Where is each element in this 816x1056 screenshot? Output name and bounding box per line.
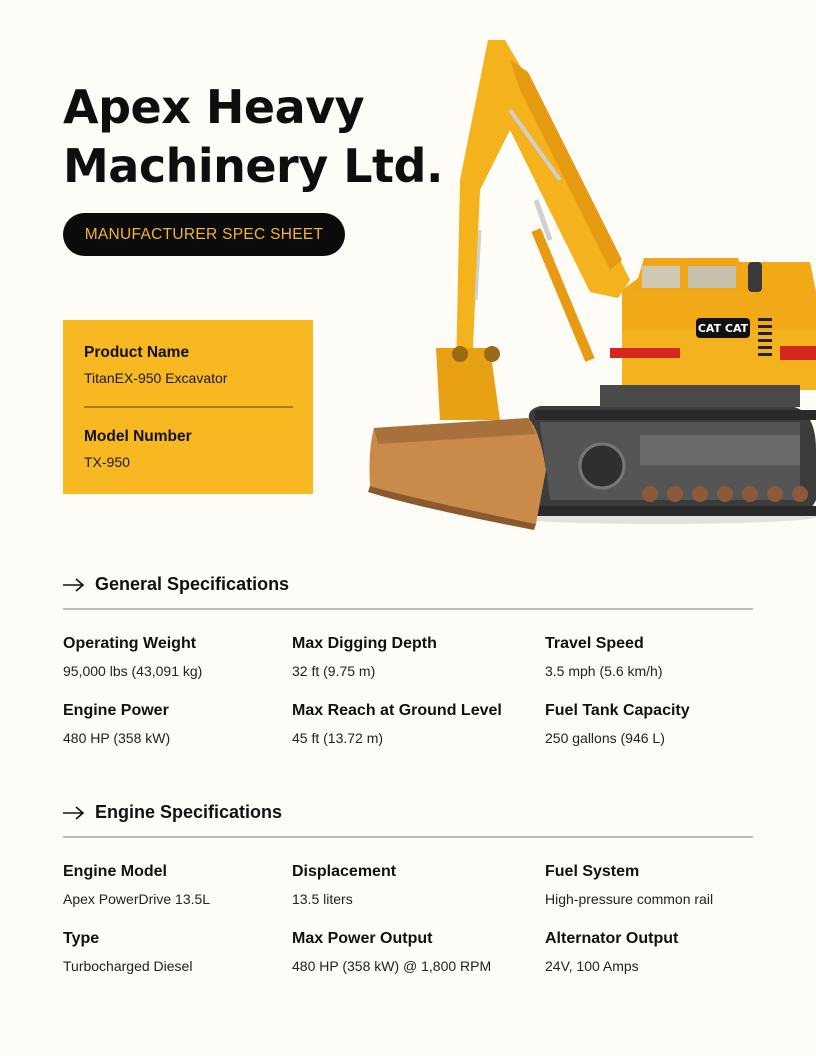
spec-value: 250 gallons (946 L) [545,730,665,746]
spec-label: Max Reach at Ground Level [292,702,502,719]
spec-max-power-output [292,930,491,974]
engine-specifications-title: Engine Specifications [95,802,283,822]
spec-label: Operating Weight [63,635,197,652]
spec-sheet-badge-label: MANUFACTURER SPEC SHEET [84,225,324,243]
spec-fuel-system [545,863,713,907]
spec-value: 480 HP (358 kW) [63,730,171,746]
spec-value: Turbocharged Diesel [63,958,193,974]
product-name-label: Product Name [84,344,190,361]
excavator-image [360,30,816,530]
spec-value: High-pressure common rail [545,891,714,907]
spec-engine-power [63,702,170,746]
engine-specifications-heading [63,802,753,823]
spec-value: 45 ft (13.72 m) [292,730,384,746]
spec-value: 24V, 100 Amps [545,958,639,974]
spec-label: Max Digging Depth [292,635,437,652]
spec-value: 32 ft (9.75 m) [292,663,376,679]
spec-value: 480 HP (358 kW) @ 1,800 RPM [292,958,492,974]
model-number-value: TX-950 [84,454,130,470]
general-specifications-heading [63,574,753,595]
spec-label: Engine Power [63,702,169,719]
general-specifications-title: General Specifications [95,574,290,594]
general-section-divider [63,608,753,610]
spec-value: 13.5 liters [292,891,353,907]
spec-label: Displacement [292,863,397,880]
spec-travel-speed [545,635,663,679]
engine-section-divider [63,836,753,838]
spec-fuel-tank-capacity [545,702,690,746]
spec-label: Fuel Tank Capacity [545,702,690,719]
spec-max-reach [292,702,502,746]
spec-label: Engine Model [63,863,167,880]
spec-label: Travel Speed [545,635,644,652]
spec-max-digging-depth [292,635,437,679]
spec-label: Type [63,930,100,947]
arrow-right-icon [63,578,85,592]
spec-label: Max Power Output [292,930,433,947]
spec-label: Fuel System [545,863,640,880]
company-title: Apex Heavy Machinery Ltd. [63,80,443,193]
product-info-card [63,320,313,494]
product-name-value: TitanEX-950 Excavator [84,370,228,386]
product-card-divider [84,406,293,408]
model-number-label: Model Number [84,428,192,445]
spec-engine-model [63,863,210,907]
spec-type [63,930,192,974]
arrow-right-icon [63,806,85,820]
spec-alternator-output [545,930,678,974]
spec-value: Apex PowerDrive 13.5L [63,891,211,907]
spec-value: 95,000 lbs (43,091 kg) [63,663,203,679]
cat-decal-text: CAT CAT [697,322,749,335]
spec-value: 3.5 mph (5.6 km/h) [545,663,663,679]
spec-operating-weight [63,635,202,679]
spec-label: Alternator Output [545,930,679,947]
spec-displacement [292,863,396,907]
spec-sheet-badge [63,213,345,256]
